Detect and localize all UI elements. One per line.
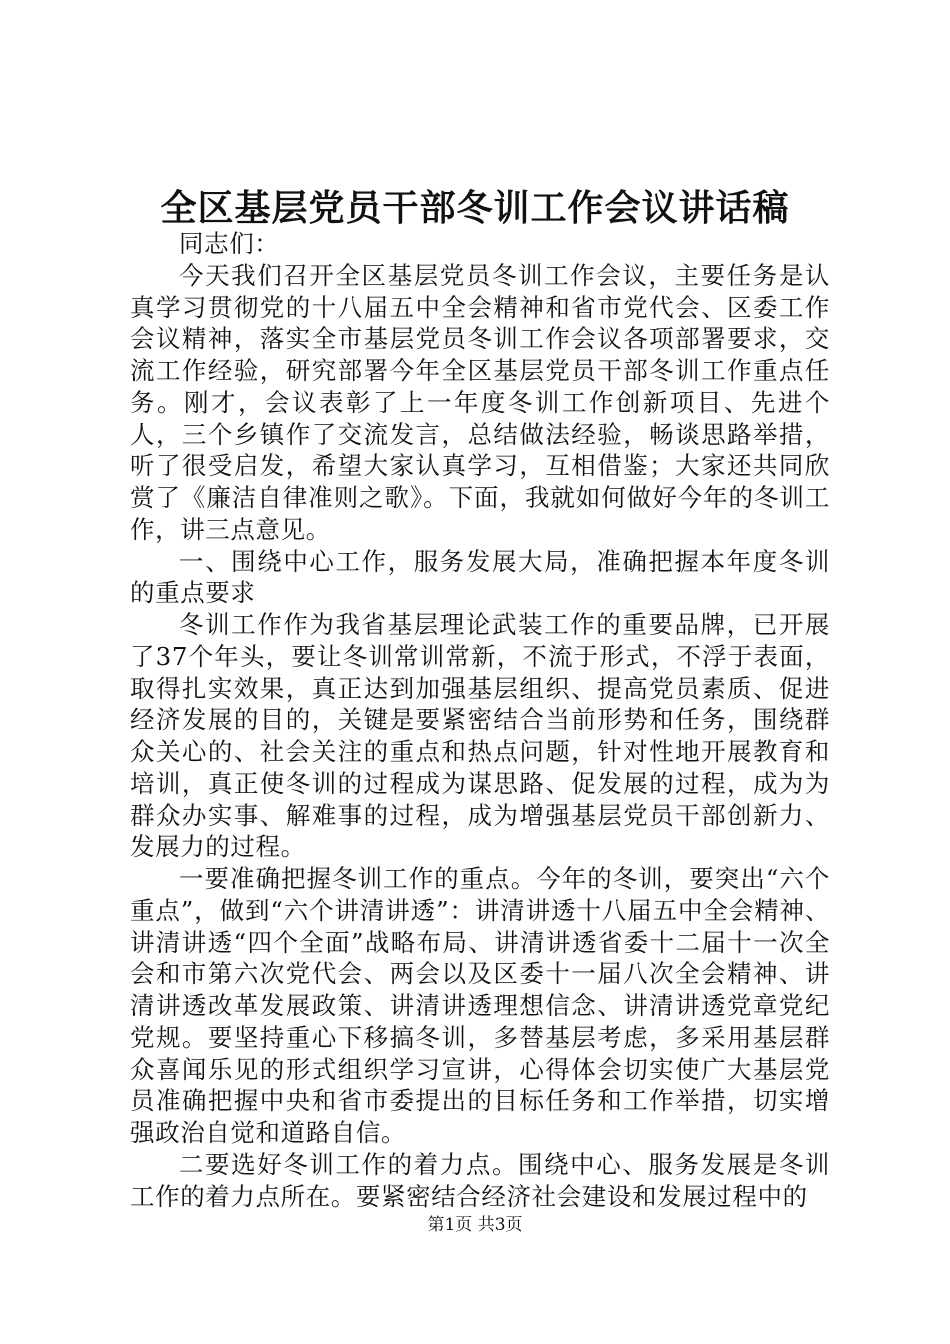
document-body xyxy=(130,228,830,1212)
section-heading-1: 一、围绕中心工作，服务发展大局，准确把握本年度冬训的重点要求 xyxy=(130,546,830,608)
paragraph-point-1: 一要准确把握冬训工作的重点。今年的冬训，要突出“六个重点”，做到“六个讲清讲透”：讲清讲透十八届五中全会精神、讲清讲透“四个全面”战略布局、讲清讲透省委十二届十一次全会和市第六次党代会、两会以及区委十一届八次全会精神、讲清讲透改革发展政策、讲清讲透理想信念、讲清讲透党章党纪党规。要坚持重心下移搞冬训，多替基层考虑，多采用基层群众喜闻乐见的形式组织学习宣讲，心得体会切实使广大基层党员准确把握中央和省市委提出的目标任务和工作举措，切实增强政治自觉和道路自信。 xyxy=(130,864,830,1147)
page-number-footer: 第1页 共3页 xyxy=(427,1215,523,1235)
paragraph-opening: 今天我们召开全区基层党员冬训工作会议，主要任务是认真学习贯彻党的十八届五中全会精神和省市党代会、区委工作会议精神，落实全市基层党员冬训工作会议各项部署要求，交流工作经验，研究部署今年全区基层党员干部冬训工作重点任务。刚才，会议表彰了上一年度冬训工作创新项目、先进个人，三个乡镇作了交流发言，总结做法经验，畅谈思路举措，听了很受启发，希望大家认真学习，互相借鉴；大家还共同欣赏了《廉洁自律准则之歌》。下面，我就如何做好今年的冬训工作，讲三点意见。 xyxy=(130,260,830,544)
paragraph-point-2: 二要选好冬训工作的着力点。围绕中心、服务发展是冬训工作的着力点所在。要紧密结合经济社会建设和发展过程中的 xyxy=(130,1149,830,1211)
paragraph-salutation: 同志们： xyxy=(179,229,280,258)
document-title: 全区基层党员干部冬训工作会议讲话稿 xyxy=(160,187,790,229)
paragraph-section-1-intro: 冬训工作作为我省基层理论武装工作的重要品牌，已开展了37个年头，要让冬训常训常新，不流于形式，不浮于表面，取得扎实效果，真正达到加强基层组织、提高党员素质、促进经济发展的目的，关键是要紧密结合当前形势和任务，围绕群众关心的、社会关注的重点和热点问题，针对性地开展教育和培训，真正使冬训的过程成为谋思路、促发展的过程，成为为群众办实事、解难事的过程，成为增强基层党员干部创新力、发展力的过程。 xyxy=(130,610,830,862)
